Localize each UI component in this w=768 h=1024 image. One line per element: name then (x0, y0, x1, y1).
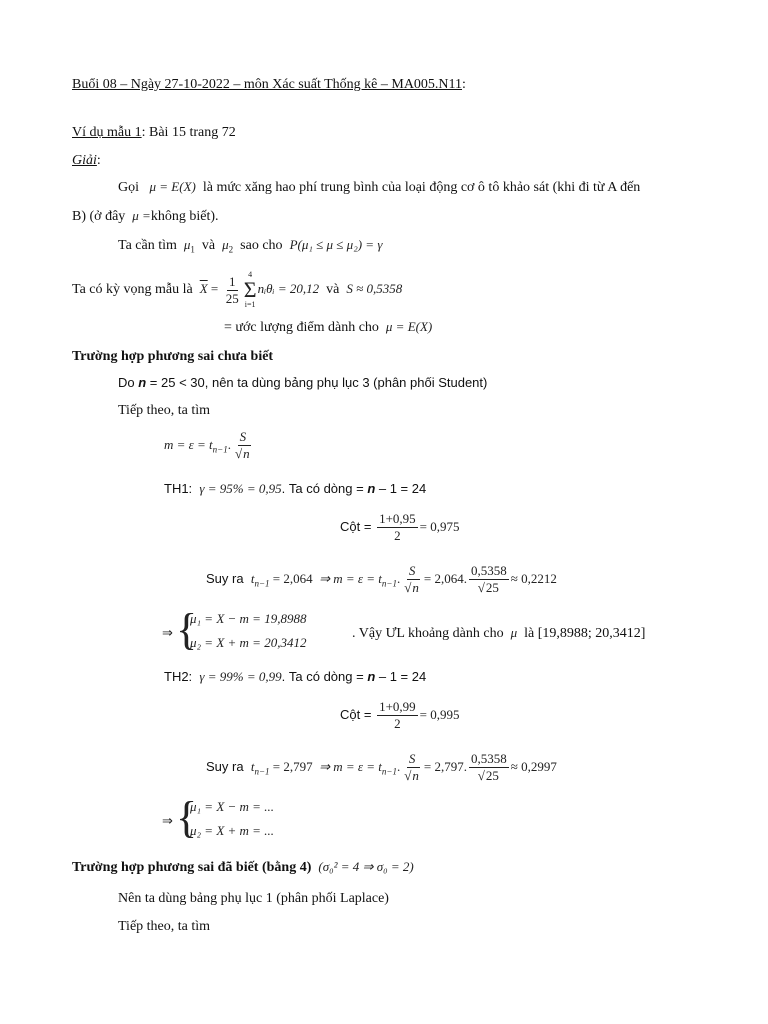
summation-symbol: 4 Σ i=1 (243, 270, 257, 309)
th2-derivation: Suy ra $t_{n-1} = 2,797$ ⇒ $m = \varepsilon = t_{n-1}$. $\frac{S}{√n}$ = 2,797. $\frac{0,5358}{√25}$ ≈ 0,2997 (206, 751, 557, 784)
document-title: Buổi 08 – Ngày 27-10-2022 – môn Xác suất Thống kê – MA005.N11: (72, 77, 466, 92)
th1-line: TH1: γ = 95% = 0,95. Ta có dòng = n – 1 = 24 (164, 481, 427, 496)
th1-value-fraction: $\frac{0,5358}{√25}$ (470, 563, 507, 596)
th1-column-fraction: $\frac{1+0,95}{2}$ (379, 511, 416, 544)
th1-conclusion: . Vậy ƯL khoảng dành cho μ là [19,8988; 20,3412] (352, 625, 646, 641)
formula-margin-error: $m = \varepsilon = t_{n-1}$. $\frac{S}{√n}$ (164, 428, 255, 467)
th1-s-over-sqrt-n: $\frac{S}{√n}$ (404, 563, 419, 596)
th1-column: Cột = $\frac{1+0,95}{2}$ = 0,975 (340, 511, 460, 544)
th2-column: Cột = $\frac{1+0,99}{2}$ = 0,995 (340, 699, 460, 732)
th2-column-fraction: $\frac{1+0,99}{2}$ (379, 699, 416, 732)
paragraph-define-mu-cont: B) (ở đây μ =không biết). (72, 208, 219, 224)
case1-table-note: Do n = 25 < 30, nên ta dùng bảng phụ lục 3 (phân phối Student) (118, 375, 488, 390)
case2-table-note: Nên ta dùng bảng phụ lục 1 (phân phối Laplace) (118, 891, 389, 906)
fraction-s-over-sqrt-n: $\frac{S}{√n}$ (235, 429, 250, 462)
th1-mu2-equation: μ₂ = X + m = 20,3412 (190, 635, 307, 650)
case-unknown-variance-heading: Trường hợp phương sai chưa biết (72, 349, 274, 364)
th2-mu1-equation: μ₁ = X − m = ... (190, 799, 274, 814)
th2-value-fraction: $\frac{0,5358}{√25}$ (470, 751, 507, 784)
th1-mu1-equation: μ₁ = X − m = 19,8988 (190, 611, 307, 626)
th2-mu2-equation: μ₂ = X + m = ... (190, 823, 274, 838)
th1-implies-arrow: ⇒ (162, 625, 173, 640)
paragraph-define-mu: Gọi μ = E(X) là mức xăng hao phí trung bình của loại động cơ ô tô khảo sát (khi đi từ A đến (118, 179, 641, 195)
th2-implies-arrow: ⇒ (162, 813, 173, 828)
th2-s-over-sqrt-n: $\frac{S}{√n}$ (404, 751, 419, 784)
case2-next: Tiếp theo, ta tìm (118, 919, 211, 934)
th2-line: TH2: γ = 99% = 0,99. Ta có dòng = n – 1 = 24 (164, 669, 427, 684)
case-known-variance-heading: Trường hợp phương sai đã biết (bằng 4) (σ₀² = 4 ⇒ σ₀ = 2) (72, 859, 414, 875)
case1-next: Tiếp theo, ta tìm (118, 403, 211, 418)
solution-label: Giải: (72, 153, 101, 168)
fraction-one-over-25: $\frac{1}{25}$ (225, 273, 239, 306)
th1-derivation: Suy ra $t_{n-1} = 2,064$ ⇒ $m = \varepsilon = t_{n-1}$. $\frac{S}{√n}$ = 2,064. $\frac{0,5358}{√25}$ ≈ 0,2212 (206, 563, 557, 596)
paragraph-find-interval: Ta cần tìm $\mu_1$ và $\mu_2$ sao cho P(μ₁ ≤ μ ≤ μ₂) = γ (118, 237, 383, 255)
th2-brace: { (176, 793, 198, 842)
th1-brace: { (176, 605, 198, 654)
paragraph-sample-mean: Ta có kỳ vọng mẫu là $\overline{X}$ = $\frac{1}{25}$ 4 Σ i=1 nᵢθᵢ = 20,12 và S ≈ 0,5358 (72, 270, 403, 309)
paragraph-point-estimate: = ước lượng điểm dành cho μ = E(X) (224, 319, 433, 335)
example-label: Ví dụ mẫu 1: Bài 15 trang 72 (72, 125, 236, 140)
